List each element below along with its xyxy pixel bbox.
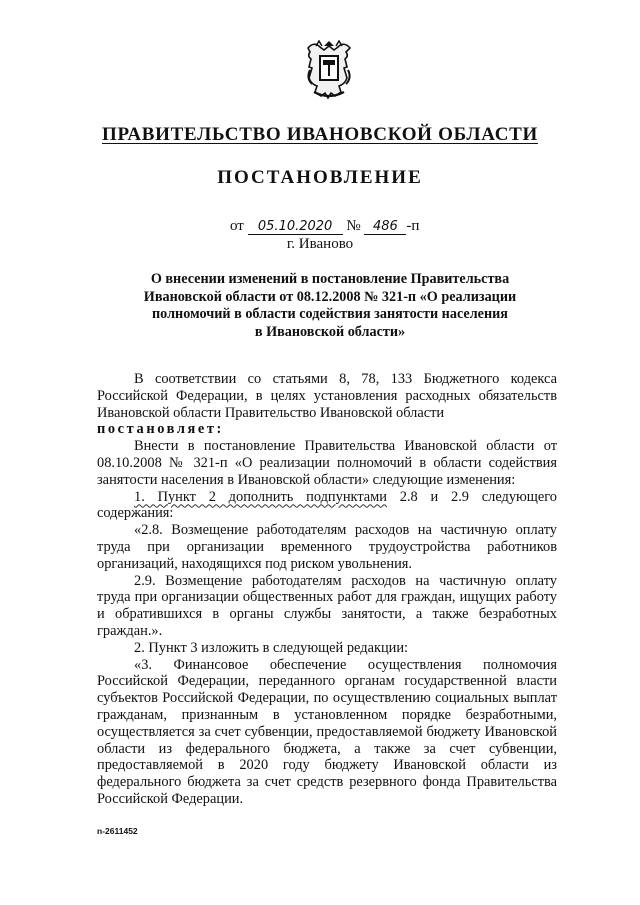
subitem-2-8: «2.8. Возмещение работодателям расходов на частичную оплату труда при организации временного трудоустройства работников организаций, находящихся под риском увольнения. [97, 522, 557, 572]
document-code: n-2611452 [97, 826, 138, 836]
paragraph-amendments: Внести в постановление Правительства Ивановской области от 08.10.2008 № 321-п «О реализации полномочий в области содействия занятости населения в Ивановской области» следующие изменения: [97, 438, 557, 488]
title-line: О внесении изменений в постановление Правительства [150, 271, 510, 287]
date-prefix: от [230, 218, 244, 234]
number-sign: № [346, 218, 361, 234]
number-suffix: -п [406, 218, 420, 234]
government-name: ПРАВИТЕЛЬСТВО ИВАНОВСКОЙ ОБЛАСТИ [102, 124, 538, 145]
resolution-title [140, 271, 520, 341]
handwritten-date: 05.10.2020 [248, 219, 343, 235]
clause-3: «3. Финансовое обеспечение осуществления полномочия Российской Федерации, переданного органам государственной власти субъектов Российской Федерации, по осуществлению социальных выплат гражданам, признанным в установленном порядке безработными, осуществляется за счет субвенции, предоставляемой бюджету Ивановской области из федерального бюджета, а также за счет субвенции, предоставляемой в 2020 году бюджету Ивановской области из федерального бюджета за счет средств резервного фонда Правительства Российской Федерации. [97, 656, 557, 807]
pen-underlined-text: 1. Пункт 2 дополнить подпунктами [134, 488, 387, 505]
handwritten-number: 486 [364, 219, 406, 235]
coat-of-arms-emblem [296, 40, 362, 104]
title-line: полномочий в области содействия занятости населения [151, 306, 508, 322]
title-line: Ивановской области от 08.12.2008 № 321-п «О реализации [143, 288, 517, 305]
item-1: 1. Пункт 2 дополнить подпунктами 2.8 и 2.9 следующего содержания: [97, 488, 557, 522]
title-line: в Ивановской области» [254, 323, 406, 340]
date-number-line [230, 218, 419, 235]
document-body [97, 371, 557, 808]
item-2: 2. Пункт 3 изложить в следующей редакции: [134, 639, 409, 656]
resolves-word: постановляет: [97, 421, 224, 438]
subitem-2-9: 2.9. Возмещение работодателям расходов на частичную оплату труда при организации общественных работ для граждан, ищущих работу и обратившихся в органы службы занятости, а также безработных граждан.». [97, 572, 557, 639]
city-name: г. Иваново [286, 236, 354, 252]
intro-paragraph: В соответствии со статьями 8, 78, 133 Бюджетного кодекса Российской Федерации, в целях установления расходных обязательств Ивановской области Правительство Ивановской области [97, 371, 557, 421]
document-type: ПОСТАНОВЛЕНИЕ [217, 167, 423, 188]
